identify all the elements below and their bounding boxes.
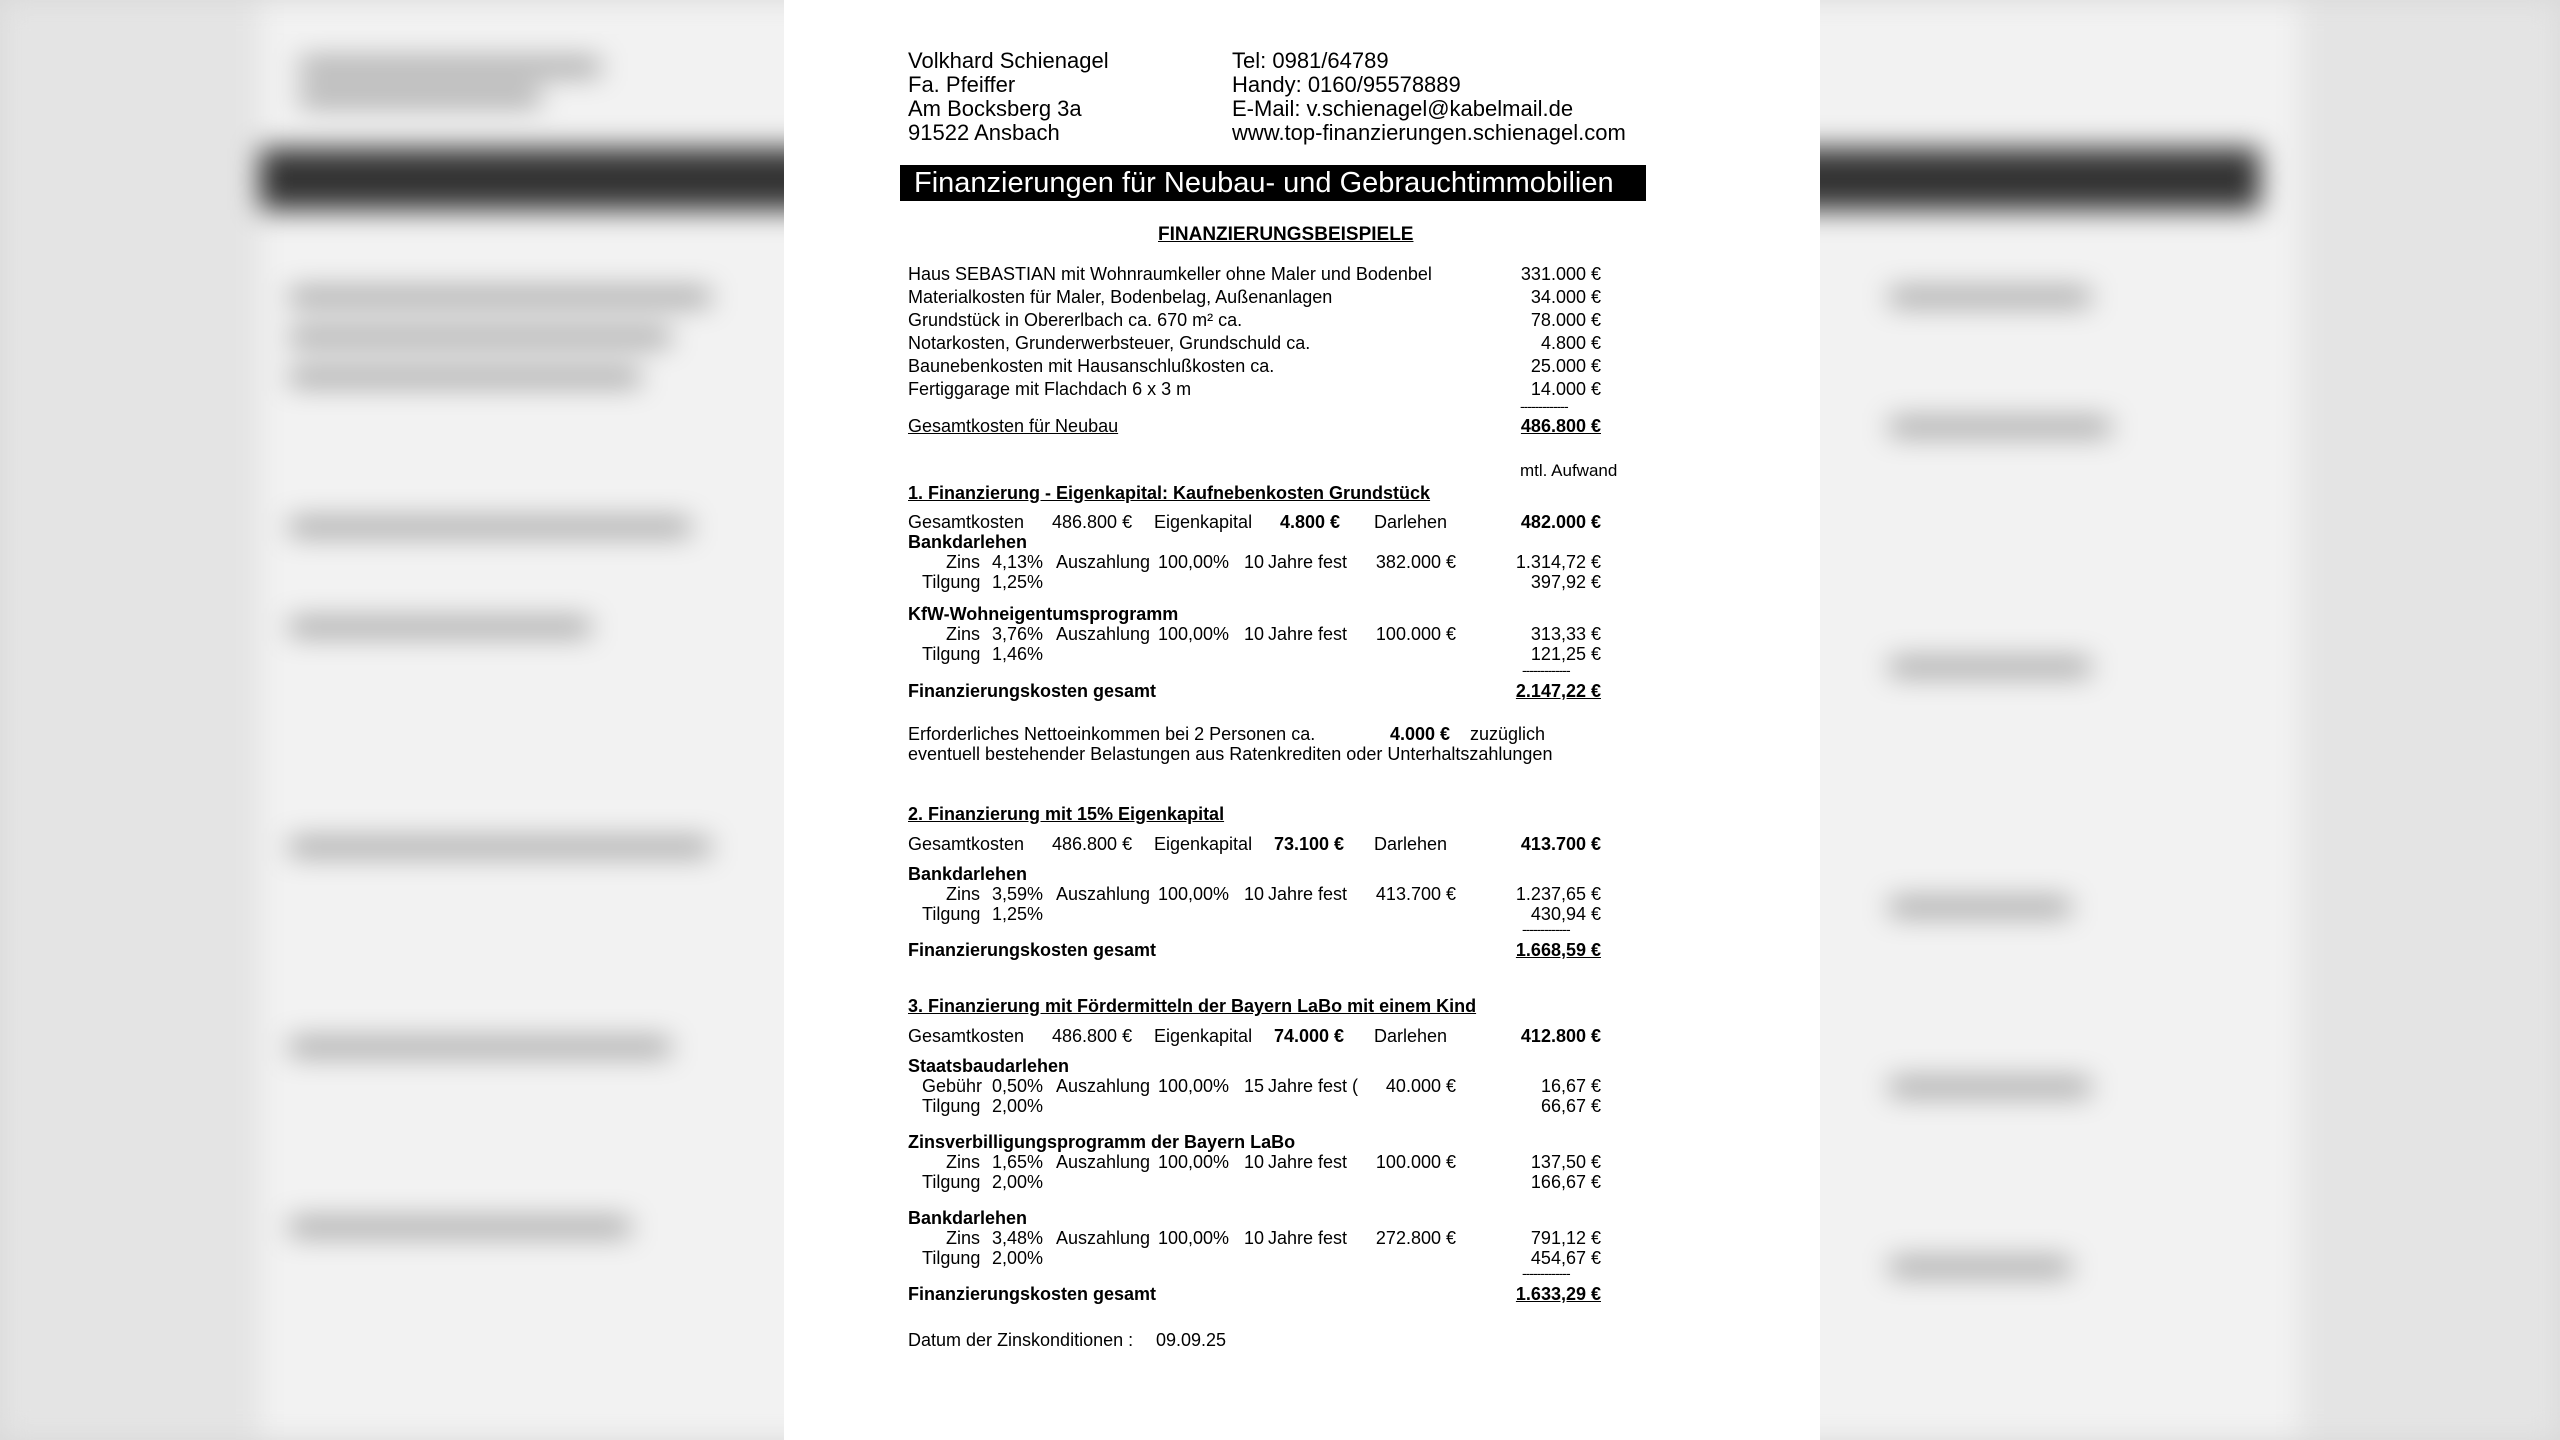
laufzeit: 10 [1244,552,1265,572]
zins-rate: 4,13% [992,552,1044,572]
loan-title: Staatsbaudarlehen [908,1056,1070,1076]
eigenkapital-label: Eigenkapital [1154,512,1253,532]
laufzeit: 15 [1244,1076,1265,1096]
zins-label: Zins [946,624,981,644]
auszahlung-label: Auszahlung [1056,624,1151,644]
zins-rate: 3,76% [992,624,1044,644]
tilgung-rate: 1,25% [992,904,1044,924]
fest-label: Jahre fest [1268,1152,1348,1172]
net-income-note: eventuell bestehender Belastungen aus Ratenkrediten oder Unterhaltszahlungen [908,744,1553,764]
total-value: 486.800 € [1520,416,1601,436]
zins-monthly: 16,67 € [1540,1076,1601,1096]
contact-name: Volkhard Schienagel [908,48,1109,73]
fest-label: Jahre fest [1268,624,1348,644]
darlehen-label: Darlehen [1374,834,1448,854]
financing-3-title: 3. Finanzierung mit Fördermitteln der Bayern LaBo mit einem Kind [908,996,1477,1016]
auszahlung-label: Auszahlung [1056,1228,1151,1248]
auszahlung-value: 100,00% [1158,1076,1230,1096]
cost-label: Haus SEBASTIAN mit Wohnraumkeller ohne Maler und Bodenbel [908,264,1432,284]
tilgung-rate: 2,00% [992,1096,1044,1116]
contact-city: 91522 Ansbach [908,120,1060,145]
darlehen-value: 482.000 € [1520,512,1601,532]
loan-title: KfW-Wohneigentumsprogramm [908,604,1179,624]
tilgung-label: Tilgung [922,572,981,592]
zins-label: Zins [946,552,981,572]
tilgung-label: Tilgung [922,1248,981,1268]
tilgung-monthly: 454,67 € [1530,1248,1601,1268]
loan-title: Bankdarlehen [908,864,1028,884]
gesamt-value: 486.800 € [1052,1026,1133,1046]
tilgung-rate: 1,25% [992,572,1044,592]
auszahlung-value: 100,00% [1158,552,1230,572]
eigenkapital-label: Eigenkapital [1154,1026,1253,1046]
document-page [784,0,1820,1440]
loan-title: Bankdarlehen [908,532,1028,552]
financing-2-title: 2. Finanzierung mit 15% Eigenkapital [908,804,1225,824]
rate-date: 09.09.25 [1156,1330,1227,1350]
separator: ------------- [1522,662,1570,678]
separator: ------------- [1522,921,1570,937]
zins-monthly: 1.314,72 € [1515,552,1601,572]
contact-web: www.top-finanzierungen.schienagel.com [1232,120,1626,145]
section-title: FINANZIERUNGSBEISPIELE [1158,224,1414,245]
financing-cost-value: 2.147,22 € [1515,681,1601,701]
contact-tel: Tel: 0981/64789 [1232,48,1389,73]
zins-monthly: 791,12 € [1530,1228,1601,1248]
title-banner: Finanzierungen für Neubau- und Gebrauchtimmobilien [900,165,1646,201]
cost-value: 331.000 € [1520,264,1601,284]
zins-monthly: 137,50 € [1530,1152,1601,1172]
cost-label: Grundstück in Obererlbach ca. 670 m² ca. [908,310,1243,330]
gesamt-label: Gesamtkosten [908,1026,1025,1046]
net-income-suffix: zuzüglich [1470,724,1546,744]
zins-label: Zins [946,1228,981,1248]
zins-rate: 1,65% [992,1152,1044,1172]
cost-label: Fertiggarage mit Flachdach 6 x 3 m [908,379,1192,399]
zins-rate: 0,50% [992,1076,1044,1096]
tilgung-rate: 2,00% [992,1248,1044,1268]
fest-label: Jahre fest [1268,552,1348,572]
darlehen-value: 413.700 € [1520,834,1601,854]
tilgung-monthly: 430,94 € [1530,904,1601,924]
tilgung-label: Tilgung [922,904,981,924]
darlehen-value: 412.800 € [1520,1026,1601,1046]
separator: ------------- [1522,1265,1570,1281]
loan-amount: 413.700 € [1375,884,1456,904]
fest-label: Jahre fest ( [1268,1076,1359,1096]
financing-cost-label: Finanzierungskosten gesamt [908,940,1157,960]
tilgung-monthly: 397,92 € [1530,572,1601,592]
zins-rate: 3,59% [992,884,1044,904]
cost-label: Notarkosten, Grunderwerbsteuer, Grundschuld ca. [908,333,1311,353]
cost-value: 4.800 € [1540,333,1601,353]
monthly-label: mtl. Aufwand [1520,461,1618,480]
zins-label: Gebühr [922,1076,983,1096]
eigenkapital-value: 74.000 € [1274,1026,1345,1046]
auszahlung-label: Auszahlung [1056,552,1151,572]
contact-company: Fa. Pfeiffer [908,72,1016,97]
loan-amount: 100.000 € [1375,1152,1456,1172]
loan-title: Bankdarlehen [908,1208,1028,1228]
tilgung-label: Tilgung [922,1096,981,1116]
zins-monthly: 1.237,65 € [1515,884,1601,904]
eigenkapital-value: 4.800 € [1280,512,1341,532]
net-income-value: 4.000 € [1390,724,1451,744]
financing-cost-label: Finanzierungskosten gesamt [908,1284,1157,1304]
financing-cost-value: 1.633,29 € [1515,1284,1601,1304]
contact-email: E-Mail: v.schienagel@kabelmail.de [1232,96,1574,121]
gesamt-label: Gesamtkosten [908,834,1025,854]
cost-value: 25.000 € [1530,356,1601,376]
eigenkapital-label: Eigenkapital [1154,834,1253,854]
net-income-label: Erforderliches Nettoeinkommen bei 2 Personen ca. [908,724,1316,744]
loan-title: Zinsverbilligungsprogramm der Bayern LaBo [908,1132,1296,1152]
cost-value: 14.000 € [1530,379,1601,399]
tilgung-label: Tilgung [922,644,981,664]
auszahlung-value: 100,00% [1158,1152,1230,1172]
loan-amount: 382.000 € [1375,552,1456,572]
contact-handy: Handy: 0160/95578889 [1232,72,1461,97]
tilgung-rate: 2,00% [992,1172,1044,1192]
auszahlung-label: Auszahlung [1056,884,1151,904]
cost-value: 78.000 € [1530,310,1601,330]
fest-label: Jahre fest [1268,1228,1348,1248]
cost-label: Baunebenkosten mit Hausanschlußkosten ca. [908,356,1275,376]
auszahlung-value: 100,00% [1158,884,1230,904]
contact-street: Am Bocksberg 3a [908,96,1082,121]
tilgung-monthly: 166,67 € [1530,1172,1601,1192]
auszahlung-value: 100,00% [1158,624,1230,644]
loan-amount: 100.000 € [1375,624,1456,644]
loan-amount: 40.000 € [1385,1076,1456,1096]
rate-date-label: Datum der Zinskonditionen : [908,1330,1134,1350]
tilgung-rate: 1,46% [992,644,1044,664]
auszahlung-label: Auszahlung [1056,1076,1151,1096]
zins-label: Zins [946,884,981,904]
cost-value: 34.000 € [1530,287,1601,307]
auszahlung-label: Auszahlung [1056,1152,1151,1172]
tilgung-monthly: 66,67 € [1540,1096,1601,1116]
laufzeit: 10 [1244,624,1265,644]
tilgung-label: Tilgung [922,1172,981,1192]
separator: ------------- [1520,398,1568,414]
total-label: Gesamtkosten für Neubau [908,416,1119,436]
laufzeit: 10 [1244,1228,1265,1248]
financing-1-title: 1. Finanzierung - Eigenkapital: Kaufnebenkosten Grundstück [908,483,1431,503]
financing-cost-label: Finanzierungskosten gesamt [908,681,1157,701]
fest-label: Jahre fest [1268,884,1348,904]
laufzeit: 10 [1244,884,1265,904]
loan-amount: 272.800 € [1375,1228,1456,1248]
zins-rate: 3,48% [992,1228,1044,1248]
gesamt-value: 486.800 € [1052,834,1133,854]
gesamt-label: Gesamtkosten [908,512,1025,532]
darlehen-label: Darlehen [1374,1026,1448,1046]
financing-cost-value: 1.668,59 € [1515,940,1601,960]
gesamt-value: 486.800 € [1052,512,1133,532]
zins-label: Zins [946,1152,981,1172]
darlehen-label: Darlehen [1374,512,1448,532]
cost-label: Materialkosten für Maler, Bodenbelag, Außenanlagen [908,287,1333,307]
tilgung-monthly: 121,25 € [1530,644,1601,664]
laufzeit: 10 [1244,1152,1265,1172]
auszahlung-value: 100,00% [1158,1228,1230,1248]
eigenkapital-value: 73.100 € [1274,834,1345,854]
zins-monthly: 313,33 € [1530,624,1601,644]
